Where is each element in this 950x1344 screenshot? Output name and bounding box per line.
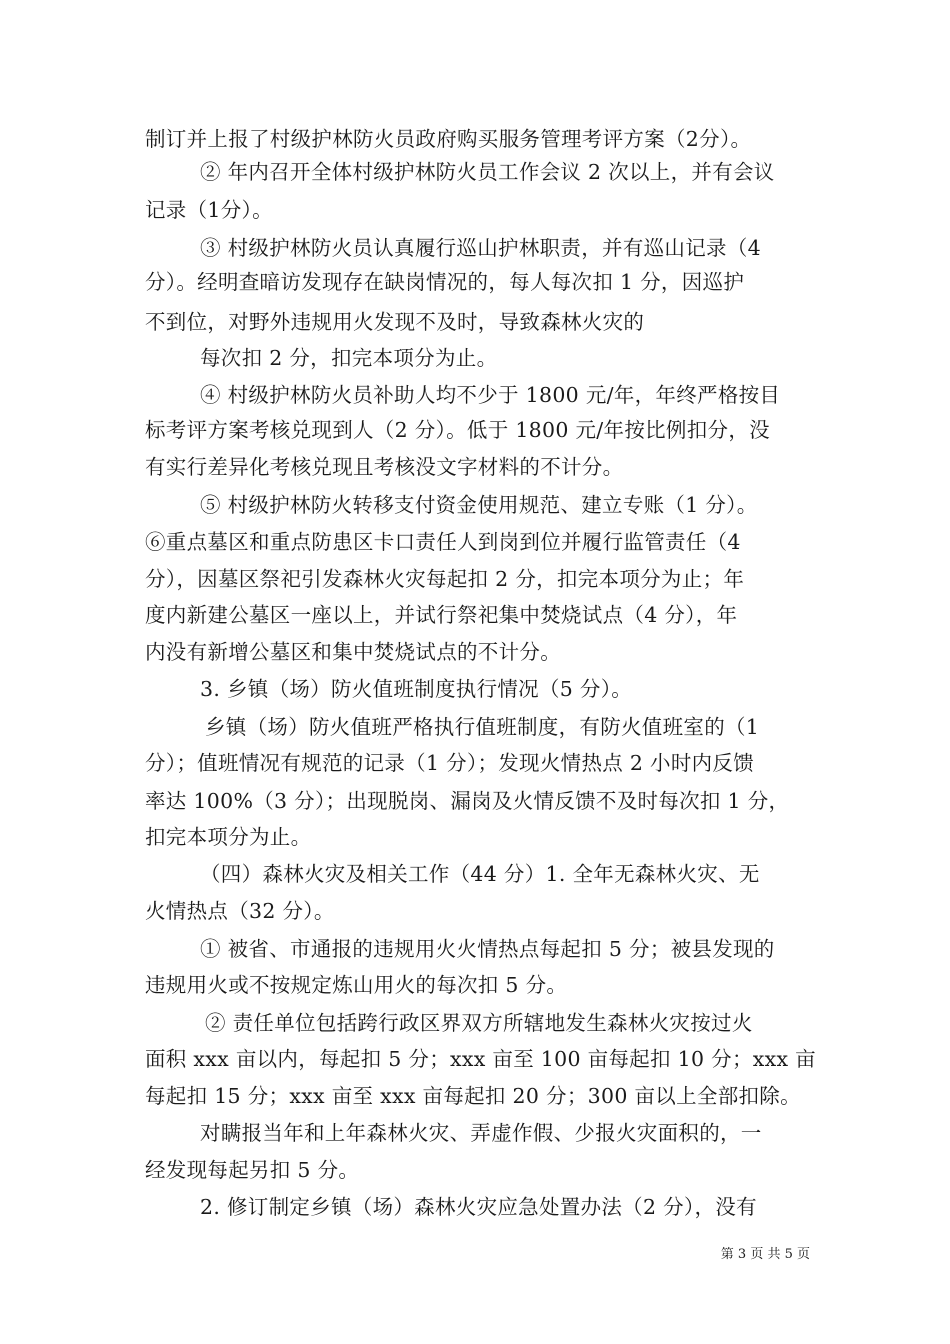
text-line: 不到位，对野外违规用火发现不及时，导致森林火灾的 [145,310,645,334]
text-line: 3. 乡镇（场）防火值班制度执行情况（5 分）。 [200,677,633,701]
text-line: ③ 村级护林防火员认真履行巡山护林职责，并有巡山记录（4 [200,236,761,260]
page-number: 第 3 页 共 5 页 [720,1247,810,1262]
text-line: 乡镇（场）防火值班严格执行值班制度，有防火值班室的（1 [205,715,760,739]
text-line: ② 责任单位包括跨行政区界双方所辖地发生森林火灾按过火 [205,1011,753,1035]
text-line: ② 年内召开全体村级护林防火员工作会议 2 次以上，并有会议 [200,160,775,184]
text-line: 火情热点（32 分）。 [145,899,335,923]
text-line: 经发现每起另扣 5 分。 [145,1158,360,1182]
text-line: 对瞒报当年和上年森林火灾、弄虚作假、少报火灾面积的，一 [200,1121,762,1145]
text-line: 度内新建公墓区一座以上，并试行祭祀集中焚烧试点（4 分），年 [145,603,738,627]
text-line: 分）。经明查暗访发现存在缺岗情况的，每人每次扣 1 分，因巡护 [145,270,745,294]
text-line: 面积 xxx 亩以内，每起扣 5 分；xxx 亩至 100 亩每起扣 10 分；xxx 亩 [145,1047,816,1071]
text-line: 2. 修订制定乡镇（场）森林火灾应急处置办法（2 分），没有 [200,1195,757,1219]
text-line: 每次扣 2 分，扣完本项分为止。 [200,346,498,370]
text-line: （四）森林火灾及相关工作（44 分）1. 全年无森林火灾、无 [200,862,760,886]
text-line: 扣完本项分为止。 [145,825,312,849]
text-line: 有实行差异化考核兑现且考核没文字材料的不计分。 [145,455,624,479]
text-line: ④ 村级护林防火员补助人均不少于 1800 元/年，年终严格按目 [200,383,781,407]
text-line: 分）；值班情况有规范的记录（1 分）；发现火情热点 2 小时内反馈 [145,751,755,775]
text-line: 记录（1分）。 [145,198,273,222]
text-line: 违规用火或不按规定炼山用火的每次扣 5 分。 [145,973,568,997]
text-line: ⑤ 村级护林防火转移支付资金使用规范、建立专账（1 分）。 [200,493,758,517]
text-line: ① 被省、市通报的违规用火火情热点每起扣 5 分；被县发现的 [200,937,775,961]
text-line: ⑥重点墓区和重点防患区卡口责任人到岗到位并履行监管责任（4 [145,530,741,554]
text-line: 制订并上报了村级护林防火员政府购买服务管理考评方案（2分）。 [145,127,752,151]
text-line: 分），因墓区祭祀引发森林火灾每起扣 2 分，扣完本项分为止；年 [145,567,745,591]
text-line: 率达 100%（3 分）；出现脱岗、漏岗及火情反馈不及时每次扣 1 分， [145,789,790,813]
text-line: 内没有新增公墓区和集中焚烧试点的不计分。 [145,640,561,664]
text-line: 标考评方案考核兑现到人（2 分）。低于 1800 元/年按比例扣分，没 [145,418,770,442]
text-line: 每起扣 15 分；xxx 亩至 xxx 亩每起扣 20 分；300 亩以上全部扣除。 [145,1084,801,1108]
